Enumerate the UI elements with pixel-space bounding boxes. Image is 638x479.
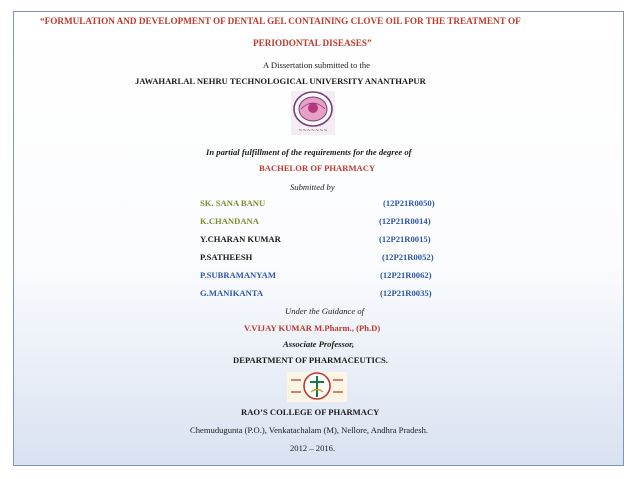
student-roll: (12P21R0015) [379, 234, 431, 244]
submitted-by-label: Submitted by [290, 182, 335, 192]
title-line-2: PERIODONTAL DISEASES” [253, 38, 372, 48]
student-roll: (12P21R0035) [380, 288, 432, 298]
student-name: G.MANIKANTA [200, 288, 264, 298]
dissertation-text: A Dissertation submitted to the [263, 60, 370, 70]
academic-years: 2012 – 2016. [290, 443, 336, 453]
student-roll: (12P21R0052) [382, 252, 434, 262]
department-name: DEPARTMENT OF PHARMACEUTICS. [233, 355, 388, 365]
degree-name: BACHELOR OF PHARMACY [259, 163, 376, 173]
college-address: Chemudugunta (P.O.), Venkatachalam (M), Nellore, Andhra Pradesh. [190, 425, 429, 435]
university-name: JAWAHARLAL NEHRU TECHNOLOGICAL UNIVERSITY ANANTHAPUR [135, 76, 426, 86]
guidance-label: Under the Guidance of [285, 306, 364, 316]
college-name: RAO’S COLLEGE OF PHARMACY [241, 407, 380, 417]
student-name: P.SUBRAMANYAM [200, 270, 276, 280]
title-line-1: “FORMULATION AND DEVELOPMENT OF DENTAL GEL CONTAINING CLOVE OIL FOR THE TREATMENT OF [40, 16, 521, 26]
svg-text:~~~~~~~: ~~~~~~~ [298, 128, 328, 134]
student-roll: (12P21R0062) [380, 270, 432, 280]
university-seal-icon [281, 89, 345, 137]
college-emblem-icon [285, 370, 349, 404]
student-name: K.CHANDANA [200, 216, 259, 226]
student-name: SK. SANA BANU [200, 198, 266, 208]
student-name: P.SATHEESH [200, 252, 253, 262]
guide-name: V.VIJAY KUMAR M.Pharm., (Ph.D) [244, 323, 381, 333]
student-roll: (12P21R0050) [383, 198, 435, 208]
fulfillment-text: In partial fulfillment of the requirements for the degree of [206, 147, 412, 157]
guide-title: Associate Professor, [283, 339, 355, 349]
student-name: Y.CHARAN KUMAR [200, 234, 281, 244]
student-roll: (12P21R0014) [379, 216, 431, 226]
